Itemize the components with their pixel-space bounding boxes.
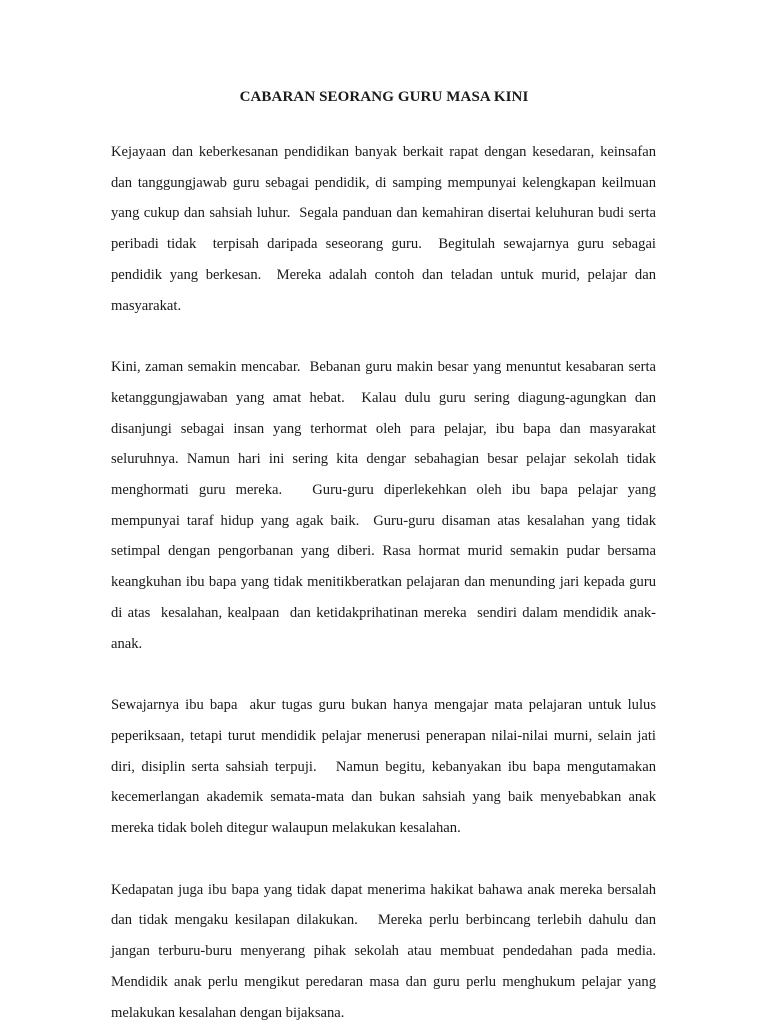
document-title: CABARAN SEORANG GURU MASA KINI (239, 89, 529, 105)
document-body (111, 137, 664, 1028)
paragraph-4: Kedapatan juga ibu bapa yang tidak dapat menerima hakikat bahawa anak mereka bersalah dan tidak mengaku kesilapan dilakukan. Mereka perlu berbincang terlebih dahulu dan jangan terburu-buru menyerang pihak sekolah atau membuat pendedahan pada media. Mendidik anak perlu mengikut peredaran masa dan guru perlu menghukum pelajar yang melakukan kesalahan dengan bijaksana. (111, 881, 664, 1021)
paragraph-3: Sewajarnya ibu bapa akur tugas guru bukan hanya mengajar mata pelajaran untuk lulus peperiksaan, tetapi turut mendidik pelajar menerusi penerapan nilai-nilai murni, selain jati diri, disiplin serta sahsiah terpuji. Namun begitu, kebanyakan ibu bapa mengutamakan kecemerlangan akademik semata-mata dan bukan sahsiah yang baik menyebabkan anak mereka tidak boleh ditegur walaupun melakukan kesalahan. (111, 697, 660, 837)
paragraph-1: Kejayaan dan keberkesanan pendidikan banyak berkait rapat dengan kesedaran, keinsafan dan tanggungjawab guru sebagai pendidik, di samping mempunyai kelengkapan keilmuan yang cukup dan sahsiah luhur. Segala panduan dan kemahiran disertai keluhuran budi serta peribadi tidak terpisah daripada seseorang guru. Begitulah sewajarnya guru sebagai pendidik yang berkesan. Mereka adalah contoh dan teladan untuk murid, pelajar dan masyarakat. (111, 144, 660, 314)
paragraph-2: Kini, zaman semakin mencabar. Bebanan guru makin besar yang menuntut kesabaran serta ketanggungjawaban yang amat hebat. Kalau dulu guru sering diagung-agungkan dan disanjungi sebagai insan yang terhormat oleh para pelajar, ibu bapa dan masyarakat seluruhnya. Namun hari ini sering kita dengar sebahagian besar pelajar sekolah tidak menghormati guru mereka. Guru-guru diperlekehkan oleh ibu bapa pelajar yang mempunyai taraf hidup yang agak baik. Guru-guru disaman atas kesalahan yang tidak setimpal dengan pengorbanan yang diberi. Rasa hormat murid semakin pudar bersama keangkuhan ibu bapa yang tidak menitikberatkan pelajaran dan menunding jari kepada guru di atas kesalahan, kealpaan dan ketidakprihatinan mereka sendiri dalam mendidik anak-anak. (111, 359, 660, 652)
